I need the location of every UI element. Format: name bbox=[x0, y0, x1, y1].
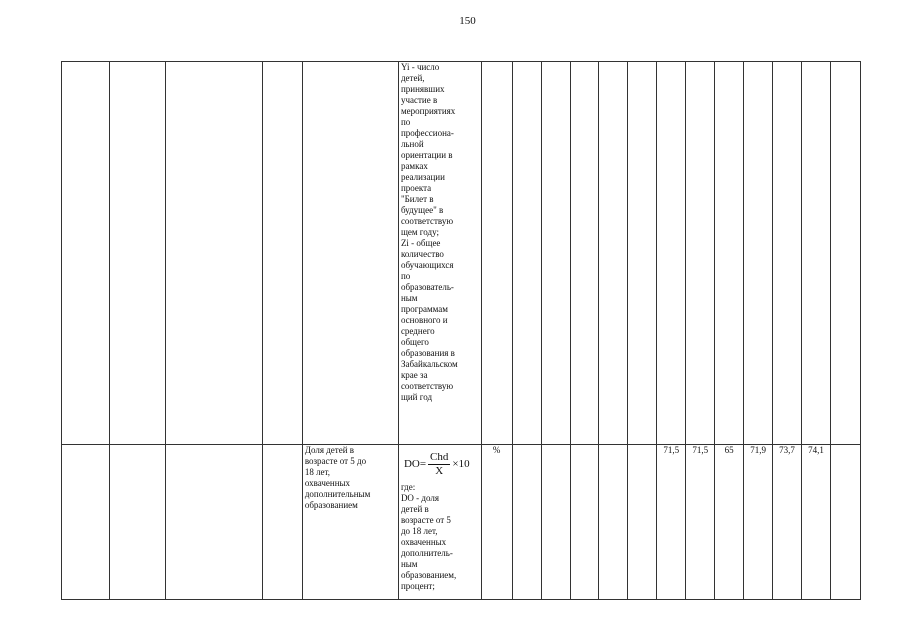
table-cell bbox=[570, 445, 599, 600]
table-row bbox=[62, 62, 861, 445]
indicator-name: Доля детей в возрасте от 5 до 18 лет, охваченных дополнительным образованием bbox=[304, 445, 371, 510]
table-cell bbox=[512, 62, 541, 445]
calculation-description: Yi - число детей, принявших участие в мероприятиях по профессиона- льной ориентации в рамках реализации проекта "Билет в будущее" в соответствую щем году; Zi - общее количество обучающихся по образователь- ным программам основного и среднего общего образования в Забайкальском крае за соответствую щий год bbox=[400, 62, 458, 402]
calculation-description: где: DO - доля детей в возрасте от 5 до 18 лет, охваченных дополнитель- ным образованием, процент; bbox=[400, 482, 457, 591]
table-cell bbox=[599, 445, 628, 600]
formula bbox=[404, 451, 479, 478]
table-cell bbox=[262, 445, 302, 600]
formula-lhs: DO= bbox=[403, 458, 427, 470]
table-cell bbox=[773, 62, 802, 445]
indicator-name-cell bbox=[302, 445, 398, 600]
table-cell bbox=[830, 62, 860, 445]
unit-cell: % bbox=[481, 445, 512, 600]
table-cell bbox=[628, 445, 657, 600]
table-cell bbox=[715, 62, 744, 445]
table-cell bbox=[744, 62, 773, 445]
table-cell bbox=[541, 445, 570, 600]
table-cell bbox=[109, 445, 166, 600]
value-cell: 71,5 bbox=[657, 445, 686, 600]
indicator-table bbox=[61, 61, 861, 600]
table-cell bbox=[657, 62, 686, 445]
table-cell bbox=[166, 445, 262, 600]
table-cell bbox=[262, 62, 302, 445]
table-cell bbox=[512, 445, 541, 600]
formula-denominator: X bbox=[435, 465, 444, 477]
table-row bbox=[62, 445, 861, 600]
table-cell bbox=[599, 62, 628, 445]
table-cell bbox=[802, 62, 831, 445]
table-cell bbox=[62, 62, 110, 445]
table-cell bbox=[166, 62, 262, 445]
table-cell bbox=[62, 445, 110, 600]
formula-numerator: Chd bbox=[430, 451, 449, 463]
value-cell: 74,1 bbox=[802, 445, 831, 600]
table-cell bbox=[686, 62, 715, 445]
table-cell bbox=[109, 62, 166, 445]
value-cell: 71,9 bbox=[744, 445, 773, 600]
formula-fraction bbox=[428, 451, 450, 478]
value-cell: 65 bbox=[715, 445, 744, 600]
calculation-method-cell bbox=[398, 445, 481, 600]
page-number: 150 bbox=[459, 15, 476, 27]
calculation-method-cell bbox=[398, 62, 481, 445]
table-cell bbox=[302, 62, 398, 445]
table-cell bbox=[570, 62, 599, 445]
formula-rhs: ×10 bbox=[452, 458, 470, 470]
table-cell bbox=[830, 445, 860, 600]
value-cell: 71,5 bbox=[686, 445, 715, 600]
table-cell bbox=[481, 62, 512, 445]
value-cell: 73,7 bbox=[773, 445, 802, 600]
table-cell bbox=[541, 62, 570, 445]
table-cell bbox=[628, 62, 657, 445]
